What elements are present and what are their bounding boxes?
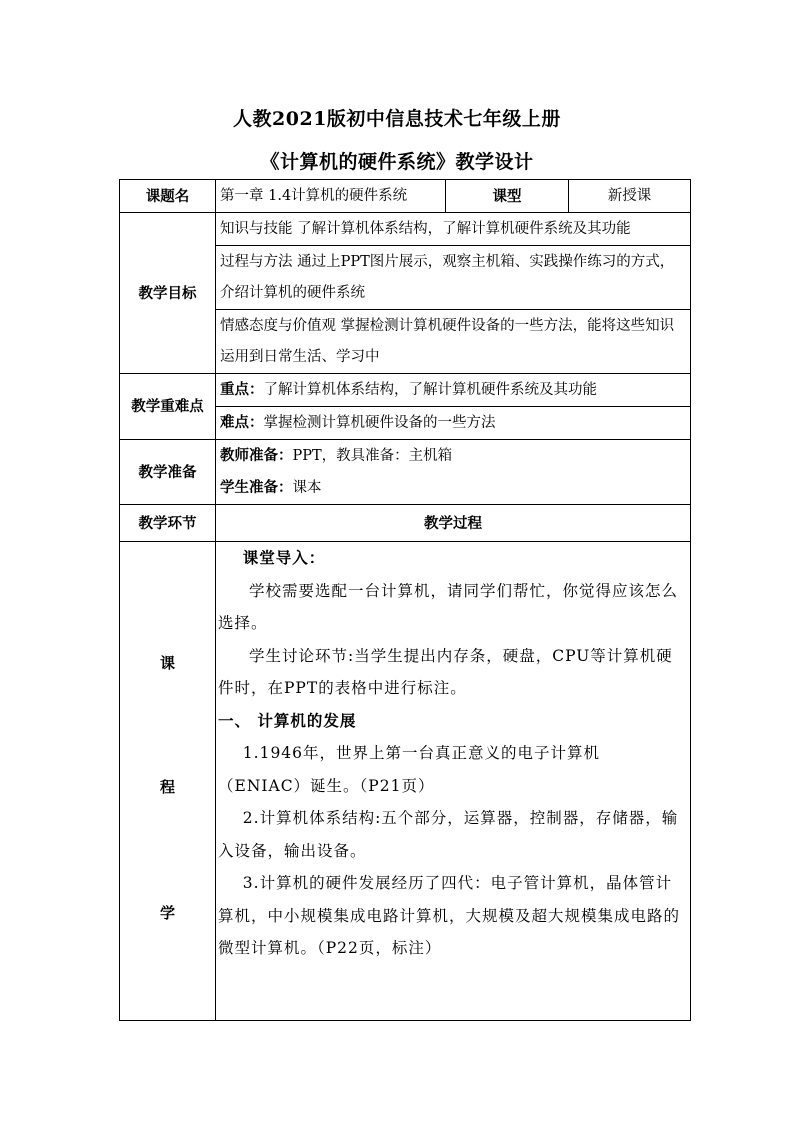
difficulty-label: 难点： [220,414,264,431]
goal-emotion: 情感态度与价值观 掌握检测计算机硬件设备的一些方法，能将这些知识运用到日常生活、学习中 [216,310,691,374]
intro-paragraph-2: 学生讨论环节:当学生提出内存条，硬盘，CPU等计算机硬件时，在PPT的表格中进行标注。 [218,646,673,697]
teacher-prep [220,440,686,472]
keypoints-label: 教学重难点 [120,374,216,440]
document-title: 人教2021版初中信息技术七年级上册 [233,108,561,130]
list-item: 3.计算机的硬件发展经历了四代：电子管计算机，晶体管计算机，中小规模集成电路计算机，大规模及超大规模集成电路的微型计算机。（P22页，标注） [218,874,681,957]
stage-side-cell [120,542,216,1021]
side-char-1: 课 [159,654,175,672]
student-prep-label: 学生准备： [220,479,293,496]
focus-label: 重点： [220,381,264,398]
student-prep [220,472,686,504]
side-char-2: 程 [159,778,175,796]
goal-knowledge: 知识与技能 了解计算机体系结构，了解计算机硬件系统及其功能 [216,213,691,246]
focus-text: 了解计算机体系结构，了解计算机硬件系统及其功能 [263,382,597,398]
table-row [120,374,691,407]
teacher-prep-text: PPT，教具准备：主机箱 [292,448,453,464]
student-prep-text: 课本 [292,480,322,496]
table-row [120,505,691,542]
prep-label: 教学准备 [120,440,216,505]
table-row [120,180,691,213]
list-item: 1.1946年，世界上第一台真正意义的电子计算机（ENIAC）诞生。（P21页） [218,744,601,795]
focus-cell [216,374,691,407]
process-label: 教学过程 [216,505,691,542]
document-subtitle: 《计算机的硬件系统》教学设计 [260,151,534,173]
prep-cell [216,440,691,505]
type-value: 新授课 [569,180,691,213]
stage-label: 教学环节 [120,505,216,542]
lesson-plan-table [119,179,691,1021]
table-row [120,542,691,1021]
topic-value: 第一章 1.4计算机的硬件系统 [216,180,446,213]
type-label: 课型 [446,180,569,213]
goals-label: 教学目标 [120,213,216,374]
topic-label: 课题名 [120,180,216,213]
teacher-prep-label: 教师准备： [220,447,293,464]
table-row [120,213,691,246]
difficulty-text: 掌握检测计算机硬件设备的一些方法 [263,415,496,431]
table-row [120,440,691,505]
difficulty-cell [216,407,691,440]
side-char-3: 学 [159,904,175,922]
intro-heading: 课堂导入： [242,548,326,567]
process-content [216,542,691,1021]
list-item: 2.计算机体系结构:五个部分，运算器，控制器，存储器，输入设备，输出设备。 [218,809,679,860]
goal-process: 过程与方法 通过上PPT图片展示，观察主机箱、实践操作练习的方式，介绍计算机的硬件系统 [216,246,691,310]
intro-paragraph-1: 学校需要选配一台计算机，请同学们帮忙，你觉得应该怎么选择。 [218,581,679,632]
section-heading: 一、 计算机的发展 [218,710,357,730]
